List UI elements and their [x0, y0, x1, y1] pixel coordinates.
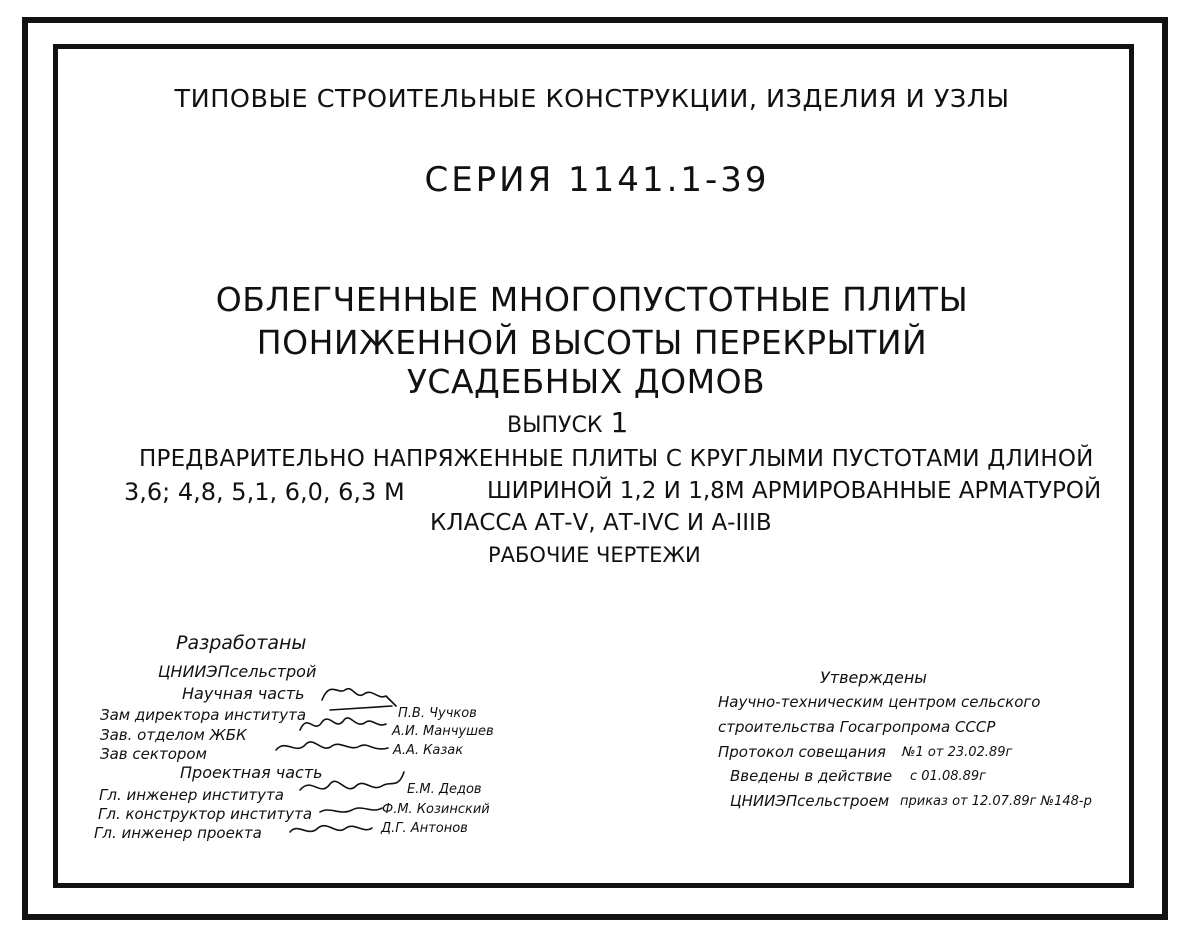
issue-label-text: ВЫПУСК: [507, 413, 603, 438]
developed-org: ЦНИИЭПсельстрой: [158, 662, 317, 681]
name-chief-engineer-project: Д.Г. Антонов: [381, 821, 468, 836]
role-deputy-director: Зам директора института: [100, 706, 307, 724]
issue-number: 1: [610, 406, 629, 439]
work-drawings-label: РАБОЧИЕ ЧЕРТЕЖИ: [488, 543, 701, 567]
name-chief-engineer-institute: Е.М. Дедов: [407, 782, 482, 797]
approved-line-3-value: №1 от 23.02.89г: [902, 745, 1013, 760]
approved-line-3-label: Протокол совещания: [718, 743, 886, 761]
approved-heading: Утверждены: [820, 668, 927, 687]
role-chief-designer: Гл. конструктор института: [98, 805, 313, 823]
title-line-1: ОБЛЕГЧЕННЫЕ МНОГОПУСТОТНЫЕ ПЛИТЫ: [215, 280, 969, 319]
approved-line-4-value: с 01.08.89г: [910, 769, 987, 784]
name-deputy-director: П.В. Чучков: [398, 706, 477, 721]
role-head-department: Зав. отделом ЖБК: [100, 726, 247, 744]
document-header: ТИПОВЫЕ СТРОИТЕЛЬНЫЕ КОНСТРУКЦИИ, ИЗДЕЛИЯ И УЗЛЫ: [174, 84, 1010, 113]
description-line-1: ПРЕДВАРИТЕЛЬНО НАПРЯЖЕННЫЕ ПЛИТЫ С КРУГЛЫМИ ПУСТОТАМИ ДЛИНОЙ: [139, 446, 1094, 472]
role-chief-engineer-project: Гл. инженер проекта: [94, 824, 262, 842]
name-head-department: А.И. Манчушев: [392, 724, 494, 739]
approved-line-2: строительства Госагропрома СССР: [718, 718, 996, 736]
title-line-3: УСАДЕБНЫХ ДОМОВ: [406, 362, 766, 401]
role-chief-engineer-institute: Гл. инженер института: [99, 786, 284, 804]
project-part-label: Проектная часть: [180, 763, 323, 782]
description-line-2b: ШИРИНОЙ 1,2 И 1,8М АРМИРОВАННЫЕ АРМАТУРОЙ: [487, 478, 1102, 504]
issue-label: [507, 406, 628, 439]
name-head-sector: А.А. Казак: [393, 743, 464, 758]
role-head-sector: Зав сектором: [100, 745, 207, 763]
developed-heading: Разработаны: [176, 632, 307, 654]
science-part-label: Научная часть: [182, 684, 305, 703]
description-line-2a: 3,6; 4,8, 5,1, 6,0, 6,3 М: [124, 478, 405, 506]
series-title: СЕРИЯ 1141.1-39: [424, 160, 770, 200]
description-line-3: КЛАССА АТ-V, АТ-IVС И А-IIIВ: [430, 510, 772, 536]
approved-line-4-label: Введены в действие: [730, 767, 893, 785]
name-chief-designer: Ф.М. Козинский: [382, 802, 490, 817]
approved-line-1: Научно-техническим центром сельского: [718, 693, 1041, 711]
title-line-2: ПОНИЖЕННОЙ ВЫСОТЫ ПЕРЕКРЫТИЙ: [256, 323, 928, 362]
approved-line-5-value: приказ от 12.07.89г №148-р: [900, 794, 1092, 809]
approved-line-5-label: ЦНИИЭПсельстроем: [730, 792, 890, 810]
